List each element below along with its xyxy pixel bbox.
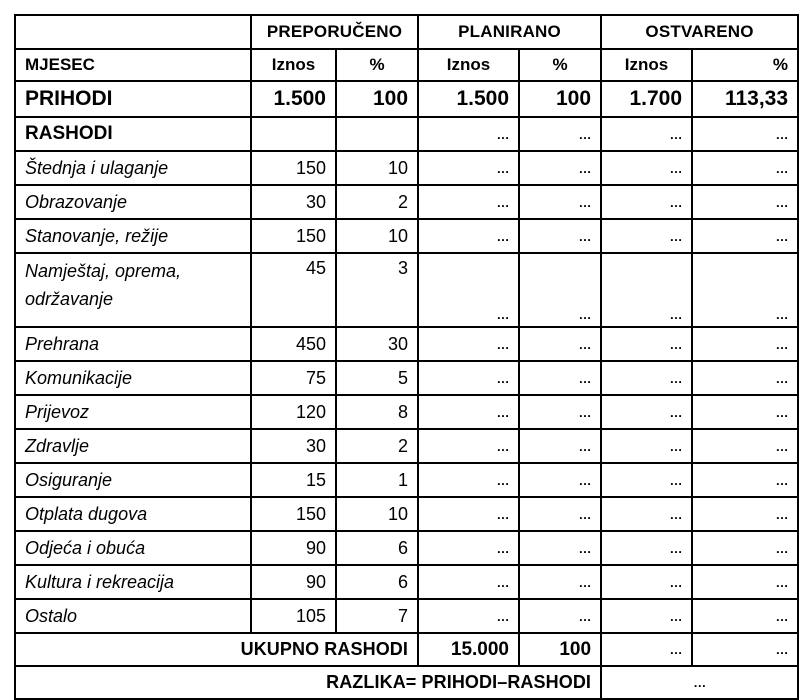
- expense-ostvareno-iznos: …: [601, 219, 692, 253]
- table-row: [15, 185, 798, 219]
- expense-ostvareno-percent: …: [692, 185, 798, 219]
- expense-preporuceno-percent: 6: [336, 565, 418, 599]
- rashodi-ostvareno-iznos: …: [601, 117, 692, 151]
- table-row: [15, 395, 798, 429]
- expense-ostvareno-percent: …: [692, 219, 798, 253]
- subheader-preporuceno-percent: %: [336, 49, 418, 81]
- expense-ostvareno-iznos: …: [601, 565, 692, 599]
- ukupno-ostvareno-percent: …: [692, 633, 798, 666]
- expense-preporuceno-iznos: 90: [251, 565, 336, 599]
- table-row: [15, 361, 798, 395]
- razlika-value: …: [601, 666, 798, 699]
- expense-planirano-iznos: …: [418, 185, 519, 219]
- expense-ostvareno-percent: …: [692, 361, 798, 395]
- expense-label: Štednja i ulaganje: [15, 151, 251, 185]
- prihodi-preporuceno-percent: 100: [336, 81, 418, 117]
- expense-preporuceno-iznos: 75: [251, 361, 336, 395]
- expense-planirano-iznos: …: [418, 497, 519, 531]
- corner-blank-cell: [15, 15, 251, 49]
- expense-planirano-iznos: …: [418, 599, 519, 633]
- expense-label: Ostalo: [15, 599, 251, 633]
- expense-ostvareno-percent: …: [692, 395, 798, 429]
- expense-ostvareno-percent: …: [692, 463, 798, 497]
- subheader-ostvareno-iznos: Iznos: [601, 49, 692, 81]
- expense-preporuceno-iznos: 150: [251, 151, 336, 185]
- expense-label: Odjeća i obuća: [15, 531, 251, 565]
- expense-preporuceno-percent: 2: [336, 429, 418, 463]
- expense-preporuceno-iznos: 15: [251, 463, 336, 497]
- expense-ostvareno-iznos: …: [601, 327, 692, 361]
- razlika-label: RAZLIKA= PRIHODI–RASHODI: [15, 666, 601, 699]
- expense-preporuceno-iznos: 105: [251, 599, 336, 633]
- expense-ostvareno-percent: …: [692, 429, 798, 463]
- rashodi-planirano-iznos: …: [418, 117, 519, 151]
- expense-planirano-percent: …: [519, 253, 601, 327]
- group-header-planirano: PLANIRANO: [418, 15, 601, 49]
- expense-rows-group: [15, 151, 798, 633]
- expense-preporuceno-percent: 10: [336, 151, 418, 185]
- expense-planirano-percent: …: [519, 327, 601, 361]
- group-header-ostvareno: OSTVARENO: [601, 15, 798, 49]
- expense-preporuceno-percent: 5: [336, 361, 418, 395]
- expense-planirano-iznos: …: [418, 361, 519, 395]
- expense-preporuceno-percent: 10: [336, 219, 418, 253]
- subheader-mjesec: MJESEC: [15, 49, 251, 81]
- table-row-razlika: [15, 666, 798, 699]
- ukupno-planirano-percent: 100: [519, 633, 601, 666]
- table-row: [15, 219, 798, 253]
- prihodi-ostvareno-iznos: 1.700: [601, 81, 692, 117]
- expense-preporuceno-iznos: 45: [251, 253, 336, 327]
- group-header-preporuceno: PREPORUČENO: [251, 15, 418, 49]
- expense-planirano-iznos: …: [418, 429, 519, 463]
- expense-planirano-percent: …: [519, 185, 601, 219]
- table-row: [15, 151, 798, 185]
- expense-ostvareno-percent: …: [692, 565, 798, 599]
- expense-ostvareno-iznos: …: [601, 253, 692, 327]
- expense-ostvareno-iznos: …: [601, 151, 692, 185]
- budget-table: [14, 14, 799, 700]
- prihodi-ostvareno-percent: 113,33: [692, 81, 798, 117]
- expense-planirano-iznos: …: [418, 253, 519, 327]
- rashodi-preporuceno-percent: [336, 117, 418, 151]
- prihodi-planirano-percent: 100: [519, 81, 601, 117]
- table-row-rashodi-heading: [15, 117, 798, 151]
- expense-label: Stanovanje, režije: [15, 219, 251, 253]
- prihodi-label: PRIHODI: [15, 81, 251, 117]
- expense-preporuceno-percent: 3: [336, 253, 418, 327]
- ukupno-ostvareno-iznos: …: [601, 633, 692, 666]
- expense-ostvareno-iznos: …: [601, 531, 692, 565]
- expense-ostvareno-percent: …: [692, 327, 798, 361]
- expense-planirano-iznos: …: [418, 151, 519, 185]
- expense-preporuceno-iznos: 90: [251, 531, 336, 565]
- expense-label: Komunikacije: [15, 361, 251, 395]
- expense-planirano-percent: …: [519, 463, 601, 497]
- expense-ostvareno-iznos: …: [601, 463, 692, 497]
- rashodi-planirano-percent: …: [519, 117, 601, 151]
- table-row: [15, 599, 798, 633]
- subheader-planirano-iznos: Iznos: [418, 49, 519, 81]
- rashodi-label: RASHODI: [15, 117, 251, 151]
- subheader-row: [15, 49, 798, 81]
- expense-ostvareno-percent: …: [692, 599, 798, 633]
- table-row: [15, 565, 798, 599]
- expense-label: Prehrana: [15, 327, 251, 361]
- table-row: [15, 253, 798, 327]
- subheader-preporuceno-iznos: Iznos: [251, 49, 336, 81]
- expense-planirano-iznos: …: [418, 219, 519, 253]
- table-row-ukupno-rashodi: [15, 633, 798, 666]
- expense-ostvareno-iznos: …: [601, 599, 692, 633]
- expense-planirano-iznos: …: [418, 395, 519, 429]
- expense-planirano-iznos: …: [418, 327, 519, 361]
- expense-preporuceno-percent: 30: [336, 327, 418, 361]
- table-row: [15, 327, 798, 361]
- expense-planirano-percent: …: [519, 497, 601, 531]
- prihodi-planirano-iznos: 1.500: [418, 81, 519, 117]
- expense-preporuceno-percent: 2: [336, 185, 418, 219]
- rashodi-ostvareno-percent: …: [692, 117, 798, 151]
- expense-planirano-percent: …: [519, 219, 601, 253]
- ukupno-planirano-iznos: 15.000: [418, 633, 519, 666]
- expense-ostvareno-percent: …: [692, 531, 798, 565]
- expense-label: Kultura i rekreacija: [15, 565, 251, 599]
- table-row-prihodi: [15, 81, 798, 117]
- table-row: [15, 429, 798, 463]
- expense-preporuceno-iznos: 150: [251, 219, 336, 253]
- expense-planirano-percent: …: [519, 361, 601, 395]
- expense-planirano-iznos: …: [418, 565, 519, 599]
- subheader-planirano-percent: %: [519, 49, 601, 81]
- expense-ostvareno-iznos: …: [601, 361, 692, 395]
- expense-preporuceno-percent: 8: [336, 395, 418, 429]
- expense-ostvareno-iznos: …: [601, 429, 692, 463]
- group-header-row: [15, 15, 798, 49]
- expense-ostvareno-iznos: …: [601, 185, 692, 219]
- ukupno-rashodi-label: UKUPNO RASHODI: [15, 633, 418, 666]
- expense-label: Prijevoz: [15, 395, 251, 429]
- expense-label: Obrazovanje: [15, 185, 251, 219]
- expense-preporuceno-iznos: 30: [251, 185, 336, 219]
- expense-preporuceno-iznos: 150: [251, 497, 336, 531]
- expense-planirano-percent: …: [519, 599, 601, 633]
- expense-preporuceno-percent: 7: [336, 599, 418, 633]
- expense-label: Zdravlje: [15, 429, 251, 463]
- expense-preporuceno-percent: 6: [336, 531, 418, 565]
- expense-planirano-iznos: …: [418, 531, 519, 565]
- expense-ostvareno-iznos: …: [601, 395, 692, 429]
- expense-planirano-percent: …: [519, 151, 601, 185]
- table-row: [15, 497, 798, 531]
- prihodi-preporuceno-iznos: 1.500: [251, 81, 336, 117]
- expense-planirano-percent: …: [519, 565, 601, 599]
- expense-label: Namještaj, oprema, održavanje: [15, 253, 251, 327]
- expense-label: Otplata dugova: [15, 497, 251, 531]
- expense-planirano-percent: …: [519, 395, 601, 429]
- table-row: [15, 531, 798, 565]
- rashodi-preporuceno-iznos: [251, 117, 336, 151]
- expense-preporuceno-iznos: 450: [251, 327, 336, 361]
- expense-planirano-percent: …: [519, 531, 601, 565]
- expense-ostvareno-percent: …: [692, 151, 798, 185]
- expense-planirano-iznos: …: [418, 463, 519, 497]
- subheader-ostvareno-percent: %: [692, 49, 798, 81]
- expense-preporuceno-iznos: 120: [251, 395, 336, 429]
- expense-preporuceno-percent: 1: [336, 463, 418, 497]
- table-row: [15, 463, 798, 497]
- expense-ostvareno-iznos: …: [601, 497, 692, 531]
- expense-ostvareno-percent: …: [692, 253, 798, 327]
- expense-planirano-percent: …: [519, 429, 601, 463]
- expense-preporuceno-iznos: 30: [251, 429, 336, 463]
- expense-ostvareno-percent: …: [692, 497, 798, 531]
- expense-preporuceno-percent: 10: [336, 497, 418, 531]
- expense-label: Osiguranje: [15, 463, 251, 497]
